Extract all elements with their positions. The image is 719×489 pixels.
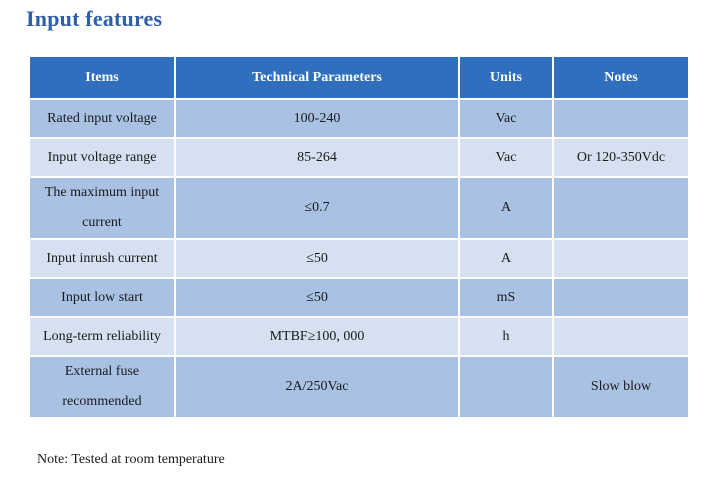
column-header-items: Items [29, 56, 175, 99]
cell-note [553, 239, 689, 278]
cell-item: Input low start [29, 278, 175, 317]
cell-unit: mS [459, 278, 553, 317]
section-title: Input features [26, 6, 163, 31]
table-row [29, 138, 689, 177]
input-features-table [28, 55, 690, 419]
cell-unit: Vac [459, 99, 553, 138]
cell-note [553, 177, 689, 239]
cell-parameter: ≤0.7 [175, 177, 459, 239]
table-row [29, 239, 689, 278]
column-header-technical-parameters: Technical Parameters [175, 56, 459, 99]
cell-item: The maximum input current [29, 177, 175, 239]
cell-unit [459, 356, 553, 418]
footnote: Note: Tested at room temperature [37, 452, 225, 467]
cell-parameter: MTBF≥100, 000 [175, 317, 459, 356]
table-row [29, 99, 689, 138]
table-row [29, 356, 689, 418]
cell-parameter: 85-264 [175, 138, 459, 177]
table-row [29, 317, 689, 356]
cell-parameter: ≤50 [175, 239, 459, 278]
cell-note: Or 120-350Vdc [553, 138, 689, 177]
cell-note: Slow blow [553, 356, 689, 418]
cell-unit: A [459, 177, 553, 239]
cell-unit: h [459, 317, 553, 356]
table-row [29, 177, 689, 239]
cell-item: Rated input voltage [29, 99, 175, 138]
cell-item: Input inrush current [29, 239, 175, 278]
cell-parameter: 100-240 [175, 99, 459, 138]
column-header-units: Units [459, 56, 553, 99]
table-row [29, 278, 689, 317]
cell-unit: A [459, 239, 553, 278]
cell-item: Input voltage range [29, 138, 175, 177]
column-header-notes: Notes [553, 56, 689, 99]
table-header-row [29, 56, 689, 99]
cell-item: Long-term reliability [29, 317, 175, 356]
cell-note [553, 99, 689, 138]
cell-item: External fuse recommended [29, 356, 175, 418]
cell-note [553, 317, 689, 356]
cell-note [553, 278, 689, 317]
cell-parameter: ≤50 [175, 278, 459, 317]
cell-unit: Vac [459, 138, 553, 177]
cell-parameter: 2A/250Vac [175, 356, 459, 418]
